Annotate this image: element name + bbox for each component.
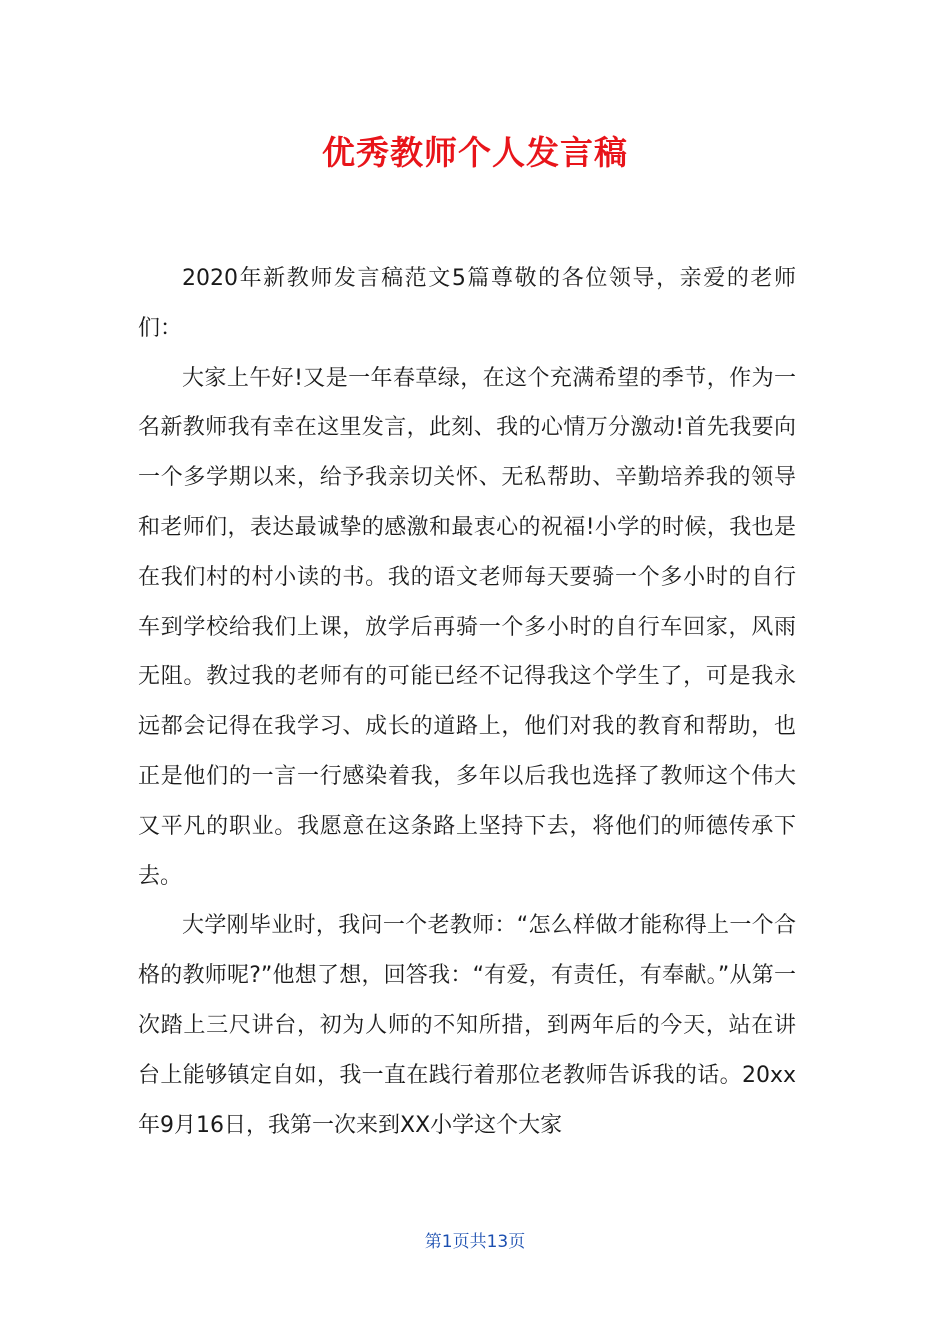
document-body <box>138 254 796 1150</box>
paragraph-opening: 大家上午好!又是一年春草绿，在这个充满希望的季节，作为一名新教师我有幸在这里发言，此刻、我的心情万分激动!首先我要向一个多学期以来，给予我亲切关怀、无私帮助、辛勤培养我的领导和老师们，表达最诚挚的感激和最衷心的祝福!小学的时候，我也是在我们村的村小读的书。我的语文老师每天要骑一个多小时的自行车到学校给我们上课，放学后再骑一个多小时的自行车回家，风雨无阻。教过我的老师有的可能已经不记得我这个学生了，可是我永远都会记得在我学习、成长的道路上，他们对我的教育和帮助，也正是他们的一言一行感染着我，多年以后我也选择了教师这个伟大又平凡的职业。我愿意在这条路上坚持下去，将他们的师德传承下去。 <box>138 365 796 889</box>
paragraph-greeting: 2020年新教师发言稿范文5篇尊敬的各位领导，亲爱的老师们： <box>138 266 796 341</box>
page-number-footer: 第1页共13页 <box>424 1232 526 1252</box>
paragraph-graduation: 大学刚毕业时，我问一个老教师：“怎么样做才能称得上一个合格的教师呢?”他想了想，回答我：“有爱，有责任，有奉献。”从第一次踏上三尺讲台，初为人师的不知所措，到两年后的今天，站在讲台上能够镇定自如，我一直在践行着那位老教师告诉我的话。20xx年9月16日，我第一次来到XX小学这个大家 <box>138 913 796 1138</box>
document-title: 优秀教师个人发言稿 <box>322 133 628 172</box>
